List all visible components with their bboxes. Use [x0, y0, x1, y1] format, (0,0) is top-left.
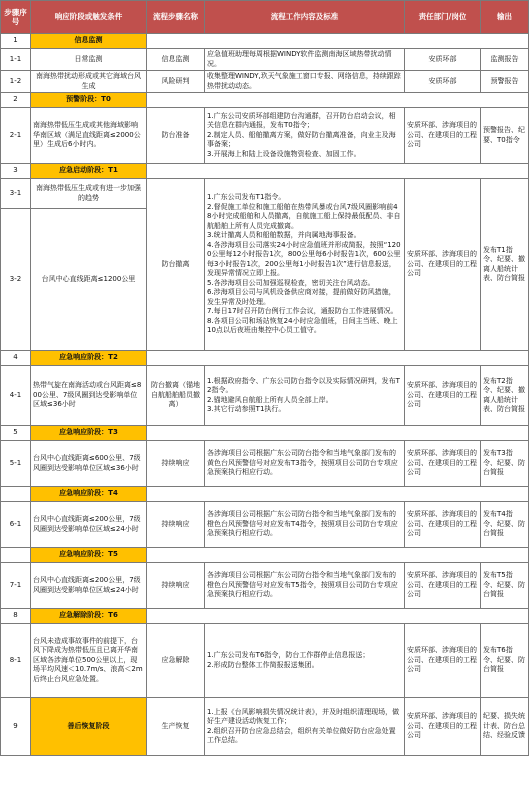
table-row: [1, 502, 529, 548]
process-name: 防台撤离（锚地自航船舶船员撤离）: [147, 366, 205, 426]
process-name: 生产恢复: [147, 698, 205, 756]
trigger-condition: 南海热带低压生成或有进一步加强的趋势: [31, 179, 147, 209]
content-line: 1.根据政府指令、广东公司防台指令以及实际情况研判，发布T2指令。: [207, 376, 400, 394]
process-name: 持续响应: [147, 563, 205, 609]
phase-number: 2: [1, 93, 31, 108]
work-content: 各涉海项目公司根据广东公司防台指令和当地气象部门发布的橙色台风预警信号对应发布T5指令，按照项目公司防台专项应急预案执行相应行动。: [205, 563, 405, 609]
work-content: [205, 108, 405, 164]
table-row: [1, 108, 529, 164]
step-number: 1-2: [1, 71, 31, 93]
phase-title: 信息监测: [31, 34, 147, 49]
work-content: [205, 179, 405, 351]
process-name: 持续响应: [147, 502, 205, 548]
content-line: 2.组织召开防台应急总结会，组织有关单位做好防台应急处置工作总结。: [207, 726, 396, 744]
phase-title: 应急启动阶段：T1: [31, 164, 147, 179]
table-row: [1, 698, 529, 756]
phase-number: 4: [1, 351, 31, 366]
trigger-condition: 热带气旋在南海活动或台风距离≤800公里、7级风圈到达受影响单位区域≤36小时: [31, 366, 147, 426]
output: 发布T3指令、纪要、防台简报: [481, 441, 529, 487]
table-row: [1, 441, 529, 487]
content-line: 7.每日17时召开防台例行工作会议，通报防台工作进展情况。: [207, 307, 398, 316]
header-dept: 责任部门/岗位: [405, 1, 481, 34]
trigger-condition: 南海热带扰动形成或其它海域台风生成: [31, 71, 147, 93]
header-row: [1, 1, 529, 34]
content-line: 1.广东公司发布T6指令，防台工作群停止信息报送；: [207, 651, 370, 659]
phase-row: [1, 34, 529, 49]
phase-title: 应急响应阶段：T3: [31, 426, 147, 441]
output: 发布T4指令、纪要、防台简报: [481, 502, 529, 548]
work-content: 收集整理WINDY,玖天气象施工窗口专报、网络信息，持续跟踪热带扰动动态。: [205, 71, 405, 93]
table-row: [1, 366, 529, 426]
phase-number: 8: [1, 609, 31, 624]
phase-number: [1, 487, 31, 502]
phase-row: [1, 609, 529, 624]
step-number: 4-1: [1, 366, 31, 426]
work-content: [205, 366, 405, 426]
responsible-dept: 安质环部、涉海项目的公司、在建项目的工程公司: [405, 624, 481, 698]
phase-number: 3: [1, 164, 31, 179]
process-name: 应急解除: [147, 624, 205, 698]
content-line: 1.上报《台风影响损失情况统计表》，并及时组织清理现场，做好生产建设活动恢复工作；: [207, 707, 400, 725]
phase-number: [1, 548, 31, 563]
trigger-condition: 台风中心直线距离≤200公里，7级风圈到达受影响单位区域≤24小时: [31, 563, 147, 609]
content-line: 3.开展海上和陆上设备设施物资检查、加固工作。: [207, 149, 361, 158]
step-number: 2-1: [1, 108, 31, 164]
header-phase: 响应阶段或触发条件: [31, 1, 147, 34]
responsible-dept: 安质环部、涉海项目的公司、在建项目的工程公司: [405, 108, 481, 164]
output: 发布T2指令、纪要、撤离人船统计表、防台简报: [481, 366, 529, 426]
table-row: [1, 563, 529, 609]
table-row: [1, 179, 529, 209]
phase-row: [1, 93, 529, 108]
phase-title: 善后恢复阶段: [31, 698, 147, 756]
phase-title: 预警阶段：T0: [31, 93, 147, 108]
phase-row: [1, 426, 529, 441]
table-row: [1, 49, 529, 71]
content-line: 6.涉海项目公司与风机设备供应商对接，提前做好防风措施，发生异常及时处理。: [207, 288, 396, 306]
content-line: 2.制定人员、船舶撤离方案，做好防台撤离准备，向业主及海事备案；: [207, 130, 396, 149]
header-step: 步骤序号: [1, 1, 31, 34]
responsible-dept: 安质环部、涉海项目的公司、在建项目的工程公司: [405, 698, 481, 756]
trigger-condition: 南海热带低压生成或其他海域影响华南区域（满足直线距离≤2000公里）生成后6小时内。: [31, 108, 147, 164]
content-line: 2.形成防台整体工作简报报送集团。: [207, 660, 319, 669]
process-name: 防台准备: [147, 108, 205, 164]
output: 纪要、损失统计表、防台总结、经验反馈: [481, 698, 529, 756]
content-line: 3.其它行动参照T1执行。: [207, 405, 286, 413]
work-content: 应急值班助理每周根据WINDY软件监测南海区域热带扰动情况。: [205, 49, 405, 71]
responsible-dept: 安质环部、涉海项目的公司、在建项目的工程公司: [405, 179, 481, 351]
content-line: 3.统计撤离人员和船舶数据，并向属地海事报备。: [207, 231, 361, 240]
phase-title: 应急解除阶段：T6: [31, 609, 147, 624]
step-number: 3-2: [1, 209, 31, 351]
phase-number: 5: [1, 426, 31, 441]
work-content: 各涉海项目公司根据广东公司防台指令和当地气象部门发布的黄色台风预警信号对应发布T3指令，按照项目公司防台专项应急预案执行相应行动。: [205, 441, 405, 487]
phase-row: [1, 351, 529, 366]
process-name: 风险研判: [147, 71, 205, 93]
trigger-condition: 台风中心直线距离≤600公里、7级风圈到达受影响单位区域≤36小时: [31, 441, 147, 487]
header-content: 流程工作内容及标准: [205, 1, 405, 34]
phase-number: 1: [1, 34, 31, 49]
responsible-dept: 安质环部: [405, 49, 481, 71]
responsible-dept: 安质环部、涉海项目的公司、在建项目的工程公司: [405, 502, 481, 548]
responsible-dept: 安质环部、涉海项目的公司、在建项目的工程公司: [405, 563, 481, 609]
responsible-dept: 安质环部、涉海项目的公司、在建项目的工程公司: [405, 366, 481, 426]
responsible-dept: 安质环部: [405, 71, 481, 93]
output: 监测报告: [481, 49, 529, 71]
content-line: 4.各涉海项目公司落实24小时应急值班并形成简报，按照“1200公里每12小时报告1次，800公里每6小时报告1次，600公里每3小时报告1次，200公里每1小时报告1次”进行信息报送，发现异常情况立即上报。: [207, 240, 401, 278]
responsible-dept: 安质环部、涉海项目的公司、在建项目的工程公司: [405, 441, 481, 487]
content-line: 2.督促施工单位和施工船舶在热带风暴或台风7级风圈影响前48小时完成船舶和人员撤离，自航施工船上保持最低配员、非自航船舶上所有人员完成撤离。: [207, 202, 401, 230]
output: 发布T1指令、纪要、撤离人船统计表、防台简报: [481, 179, 529, 351]
content-line: 8.各项目公司和场站恢复24小时应急值班，日间主当班、晚上10点以后夜班由集控中心员工值守。: [207, 316, 398, 335]
output: 预警报告: [481, 71, 529, 93]
table-row: [1, 71, 529, 93]
output: 发布T5指令、纪要、防台简报: [481, 563, 529, 609]
trigger-condition: 日常监测: [31, 49, 147, 71]
output: 发布T6指令、纪要、防台简报: [481, 624, 529, 698]
step-number: 7-1: [1, 563, 31, 609]
process-name: 防台撤离: [147, 179, 205, 351]
work-content: 各涉海项目公司根据广东公司防台指令和当地气象部门发布的橙色台风预警信号对应发布T4指令，按照项目公司防台专项应急预案执行相应行动。: [205, 502, 405, 548]
phase-title: 应急响应阶段：T2: [31, 351, 147, 366]
step-number: 1-1: [1, 49, 31, 71]
phase-title: 应急响应阶段：T4: [31, 487, 147, 502]
work-content: [205, 624, 405, 698]
trigger-condition: 台风未造成事故事件的前提下，台风下降成为热带低压且已离开华南区域各涉海单位500公里以上，现场平均风速＜10.7m/s、浪高＜2m后终止台风应急处置。: [31, 624, 147, 698]
content-line: 1.广东公司发布T1指令。: [207, 193, 286, 202]
process-name: 信息监测: [147, 49, 205, 71]
output: 预警报告、纪要、T0指令: [481, 108, 529, 164]
process-name: 持续响应: [147, 441, 205, 487]
step-number: 5-1: [1, 441, 31, 487]
trigger-condition: 台风中心直线距离≤1200公里: [31, 209, 147, 351]
content-line: 5.各涉海项目公司加强巡视检查，密切关注台风动态。: [207, 278, 375, 287]
phase-row: [1, 487, 529, 502]
header-process-name: 流程步骤名称: [147, 1, 205, 34]
phase-row: [1, 164, 529, 179]
content-line: 1.广东公司安质环部组建防台沟通群，召开防台启动会议，相关信息在群内通报，发布T0指令；: [207, 111, 396, 130]
step-number: 3-1: [1, 179, 31, 209]
phase-row: [1, 548, 529, 563]
table-row: [1, 624, 529, 698]
phase-title: 应急响应阶段：T5: [31, 548, 147, 563]
header-output: 输出: [481, 1, 529, 34]
content-line: 2.锚地避风自航船上所有人员全部上岸。: [207, 395, 333, 404]
work-content: [205, 698, 405, 756]
trigger-condition: 台风中心直线距离≤200公里，7级风圈到达受影响单位区域≤24小时: [31, 502, 147, 548]
step-number: 9: [1, 698, 31, 756]
step-number: 6-1: [1, 502, 31, 548]
step-number: 8-1: [1, 624, 31, 698]
